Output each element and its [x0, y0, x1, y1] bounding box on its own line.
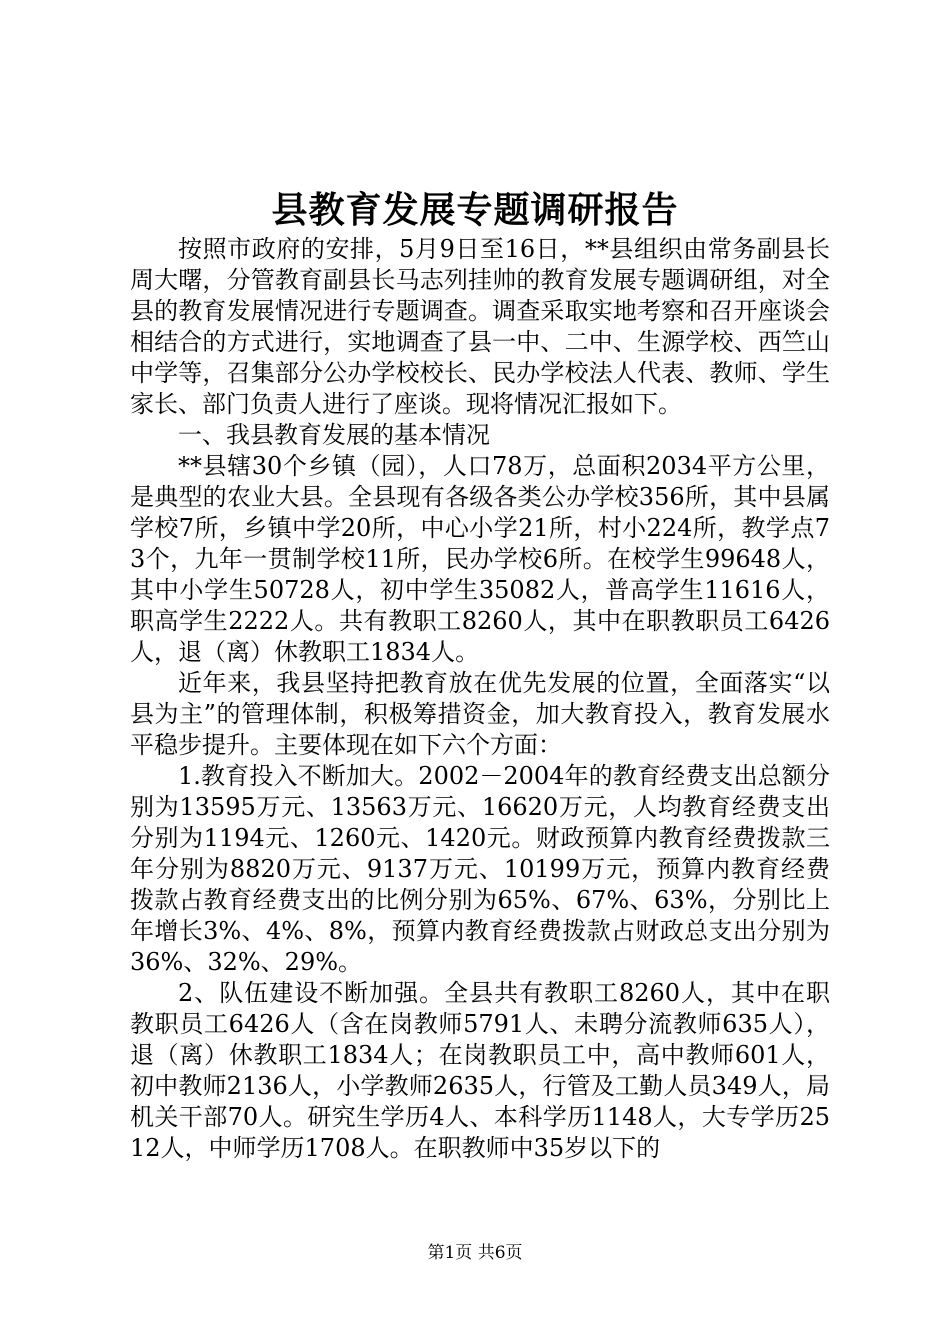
paragraph-intro: 按照市政府的安排，5月9日至16日，**县组织由常务副县长周大曙，分管教育副县长马志列挂帅的教育发展专题调研组，对全县的教育发展情况进行专题调查。调查采取实地考察和召开座谈会相结合的方式进行，实地调查了县一中、二中、生源学校、西竺山中学等，召集部分公办学校校长、民办学校法人代表、教师、学生家长、部门负责人进行了座谈。现将情况汇报如下。 [130, 235, 830, 418]
document-body [130, 234, 830, 1164]
paragraph-staff-building: 2、队伍建设不断加强。全县共有教职工8260人，其中在职教职员工6426人（含在岗教师5791人、未聘分流教师635人），退（离）休教职工1834人；在岗教职员工中，高中教师601人，初中教师2136人，小学教师2635人，行管及工勤人员349人，局机关干部70人。研究生学历4人、本科学历1148人，大专学历2512人，中师学历1708人。在职教师中35岁以下的 [130, 979, 830, 1162]
document-title: 县教育发展专题调研报告 [271, 189, 679, 231]
page-footer: 第1页 共6页 [427, 1243, 523, 1263]
paragraph-county-overview: **县辖30个乡镇（园），人口78万，总面积2034平方公里，是典型的农业大县。全县现有各级各类公办学校356所，其中县属学校7所，乡镇中学20所，中心小学21所，村小224所，教学点73个，九年一贯制学校11所，民办学校6所。在校学生99648人，其中小学生50728人，初中学生35082人，普高学生11616人，职高学生2222人。共有教职工8260人，其中在职教职员工6426人，退（离）休教职工1834人。 [130, 452, 830, 666]
paragraph-education-investment: 1.教育投入不断加大。2002－2004年的教育经费支出总额分别为13595万元、13563万元、16620万元，人均教育经费支出分别为1194元、1260元、1420元。财政预算内教育经费拨款三年分别为8820万元、9137万元、10199万元，预算内教育经费拨款占教育经费支出的比例分别为65%、67%、63%，分别比上年增长3%、4%、8%，预算内教育经费拨款占财政总支出分别为36%、32%、29%。 [130, 762, 830, 976]
section-heading-basic-situation: 一、我县教育发展的基本情况 [178, 421, 490, 449]
paragraph-recent-years: 近年来，我县坚持把教育放在优先发展的位置，全面落实“以县为主”的管理体制，积极筹措资金，加大教育投入，教育发展水平稳步提升。主要体现在如下六个方面： [130, 669, 830, 759]
